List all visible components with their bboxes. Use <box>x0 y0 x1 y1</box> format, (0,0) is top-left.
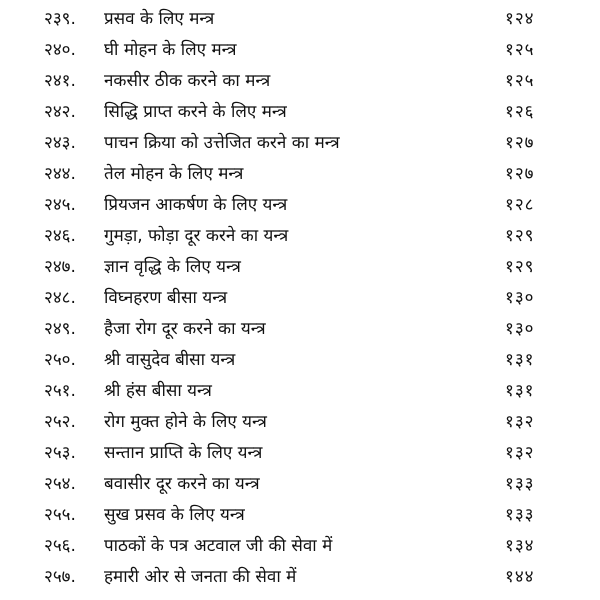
toc-entry <box>0 283 600 314</box>
entry-page-number: १२६ <box>505 102 535 122</box>
entry-page-number: १२४ <box>505 9 535 29</box>
entry-page-number: १३२ <box>505 412 535 432</box>
entry-number: २५२. <box>44 412 76 432</box>
entry-page-number: १३३ <box>505 505 535 525</box>
entry-number: २४२. <box>44 102 76 122</box>
entry-page-number: १३१ <box>505 350 535 370</box>
entry-title: रोग मुक्त होने के लिए यन्त्र <box>104 412 267 432</box>
entry-number: २४४. <box>44 164 76 184</box>
entry-number: २३९. <box>44 9 76 29</box>
entry-page-number: १४४ <box>505 567 535 587</box>
entry-number: २४६. <box>44 226 76 246</box>
entry-title: पाचन क्रिया को उत्तेजित करने का मन्त्र <box>104 133 340 153</box>
toc-entry <box>0 190 600 221</box>
entry-number: २४९. <box>44 319 76 339</box>
entry-page-number: १३१ <box>505 381 535 401</box>
entry-title: हमारी ओर से जनता की सेवा में <box>104 567 297 587</box>
entry-page-number: १२९ <box>505 226 535 246</box>
entry-page-number: १३४ <box>505 536 535 556</box>
entry-page-number: १३२ <box>505 443 535 463</box>
toc-entry <box>0 35 600 66</box>
entry-number: २४७. <box>44 257 76 277</box>
entry-title: प्रसव के लिए मन्त्र <box>104 9 215 29</box>
entry-title: श्री हंस बीसा यन्त्र <box>104 381 212 401</box>
entry-page-number: १२८ <box>505 195 535 215</box>
entry-page-number: १३० <box>505 319 535 339</box>
entry-page-number: १२५ <box>505 71 535 91</box>
entry-number: २५७. <box>44 567 76 587</box>
entry-number: २५०. <box>44 350 76 370</box>
toc-entry <box>0 376 600 407</box>
entry-number: २४०. <box>44 40 76 60</box>
entry-title: विघ्नहरण बीसा यन्त्र <box>104 288 228 308</box>
entry-page-number: १२७ <box>505 133 535 153</box>
entry-title: ज्ञान वृद्धि के लिए यन्त्र <box>104 257 241 277</box>
toc-entry <box>0 469 600 500</box>
entry-title: सुख प्रसव के लिए यन्त्र <box>104 505 245 525</box>
entry-number: २४३. <box>44 133 76 153</box>
toc-entry <box>0 159 600 190</box>
entry-title: तेल मोहन के लिए मन्त्र <box>104 164 244 184</box>
toc-entry <box>0 252 600 283</box>
entry-number: २५६. <box>44 536 76 556</box>
entry-title: बवासीर दूर करने का यन्त्र <box>104 474 260 494</box>
toc-entry <box>0 345 600 376</box>
entry-title: नकसीर ठीक करने का मन्त्र <box>104 71 271 91</box>
toc-entry <box>0 407 600 438</box>
toc-entry <box>0 221 600 252</box>
entry-title: श्री वासुदेव बीसा यन्त्र <box>104 350 236 370</box>
entry-number: २४८. <box>44 288 76 308</box>
entry-title: पाठकों के पत्र अटवाल जी की सेवा में <box>104 536 333 556</box>
entry-title: हैजा रोग दूर करने का यन्त्र <box>104 319 266 339</box>
toc-entry <box>0 97 600 128</box>
entry-page-number: १३० <box>505 288 535 308</box>
toc-entry <box>0 531 600 562</box>
entry-number: २५१. <box>44 381 76 401</box>
entry-title: गुमड़ा, फोड़ा दूर करने का यन्त्र <box>104 226 289 246</box>
entry-number: २५४. <box>44 474 76 494</box>
entry-page-number: १३३ <box>505 474 535 494</box>
entry-page-number: १२९ <box>505 257 535 277</box>
entry-title: सिद्धि प्राप्त करने के लिए मन्त्र <box>104 102 287 122</box>
toc-entry <box>0 4 600 35</box>
entry-page-number: १२५ <box>505 40 535 60</box>
entry-number: २५३. <box>44 443 76 463</box>
entry-number: २४५. <box>44 195 76 215</box>
toc-entry <box>0 562 600 593</box>
toc-entry <box>0 314 600 345</box>
toc-entry <box>0 128 600 159</box>
entry-title: सन्तान प्राप्ति के लिए यन्त्र <box>104 443 263 463</box>
toc-entry <box>0 500 600 531</box>
toc-entry <box>0 438 600 469</box>
entry-title: प्रियजन आकर्षण के लिए यन्त्र <box>104 195 288 215</box>
entry-number: २५५. <box>44 505 76 525</box>
entry-page-number: १२७ <box>505 164 535 184</box>
entry-title: घी मोहन के लिए मन्त्र <box>104 40 237 60</box>
toc-entry <box>0 66 600 97</box>
entry-number: २४१. <box>44 71 76 91</box>
